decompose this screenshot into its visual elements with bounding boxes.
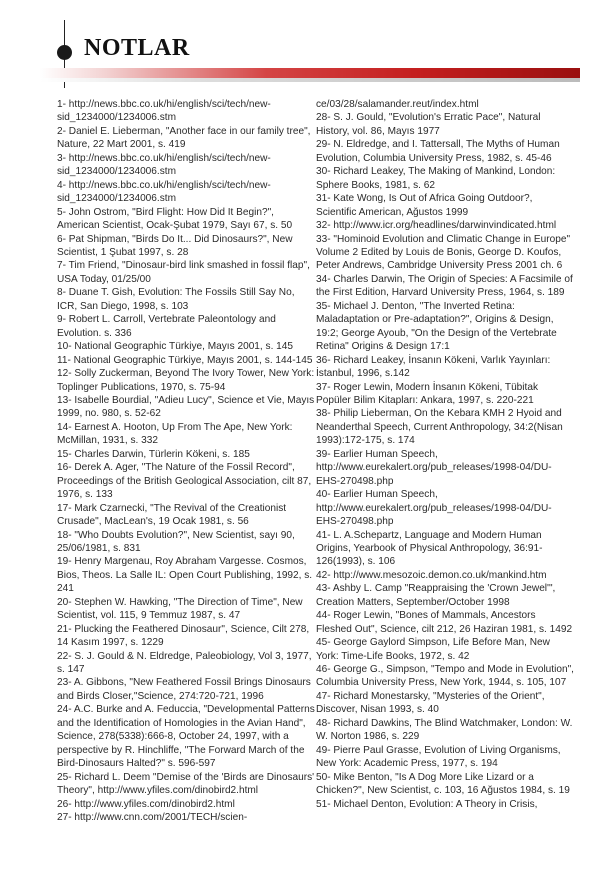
- note-item: 29- N. Eldredge, and I. Tattersall, The Myths of Human Evolution, Columbia University Press, 1982, s. 45-46: [316, 139, 560, 164]
- note-item[interactable]: 32- http://www.icr.org/headlines/darwinvindicated.html: [316, 220, 557, 232]
- note-item: 13- Isabelle Bourdial, "Adieu Lucy", Science et Vie, Mayıs 1999, no. 980, s. 52-62: [57, 394, 315, 420]
- note-item: 48- Richard Dawkins, The Blind Watchmaker, London: W. W. Norton 1986, s. 229: [316, 717, 573, 743]
- note-item: 7- Tim Friend, "Dinosaur-bird link smashed in fossil flap", USA Today, 01/25/00: [57, 260, 310, 285]
- note-item: 44- Roger Lewin, "Bones of Mammals, Ancestors Fleshed Out", Science, cilt 212, 26 Haziran 1981, s. 1492: [316, 610, 573, 635]
- notes-right-column: [316, 98, 574, 811]
- note-item[interactable]: 26- http://www.yfiles.com/dinobird2.html: [57, 798, 235, 810]
- note-item: 51- Michael Denton, Evolution: A Theory in Crisis,: [316, 798, 538, 810]
- note-item: 6- Pat Shipman, "Birds Do It... Did Dinosaurs?", New Scientist, 1 Şubat 1997, s. 28: [57, 233, 293, 258]
- note-item: 47- Richard Monestarsky, "Mysteries of the Orient", Discover, Nisan 1993, s. 40: [316, 690, 545, 716]
- note-item[interactable]: 4- http://news.bbc.co.uk/hi/english/sci/tech/new-sid_1234000/1234006.stm: [57, 179, 271, 205]
- note-item[interactable]: 27- http://www.cnn.com/2001/TECH/scien-: [57, 812, 248, 824]
- note-item[interactable]: 42- http://www.mesozoic.demon.co.uk/mankind.htm: [316, 569, 547, 581]
- note-item: 35- Michael J. Denton, "The Inverted Retina: Maladaptation or Pre-adaptation?", Origins & Design, 19:2; George Ayoub, "On the Design of the Vertebrate Retina" Origins & Design 17:1: [316, 300, 557, 353]
- note-item[interactable]: 39- Earlier Human Speech, http://www.eurekalert.org/pub_releases/1998-04/DU-EHS-270498.php: [316, 448, 552, 487]
- note-item: 5- John Ostrom, "Bird Flight: How Did It Begin?", American Scientist, Ocak-Şubat 1979, Sayı 67, s. 50: [57, 206, 293, 232]
- note-item: 50- Mike Benton, "Is A Dog More Like Lizard or a Chicken?", New Scientist, c. 103, 16 Ağustos 1984, s. 19: [316, 771, 570, 797]
- note-item: 18- "Who Doubts Evolution?", New Scientist, sayı 90, 25/06/1981, s. 831: [57, 529, 295, 554]
- header-accent-bar: [40, 68, 580, 78]
- note-item: 41- L. A.Schepartz, Language and Modern Human Origins, Yearbook of Physical Anthropology, 36:91-126(1993), s. 106: [316, 529, 543, 568]
- note-item: 8- Duane T. Gish, Evolution: The Fossils Still Say No, ICR, San Diego, 1998, s. 103: [57, 287, 295, 312]
- note-item: 15- Charles Darwin, Türlerin Kökeni, s. 185: [57, 448, 250, 460]
- page-title: NOTLAR: [84, 35, 190, 61]
- notes-left-column: [57, 98, 315, 824]
- note-item: 31- Kate Wong, Is Out of Africa Going Outdoor?, Scientific American, Ağustos 1999: [316, 193, 533, 218]
- note-item: 30- Richard Leakey, The Making of Mankind, London: Sphere Books, 1981, s. 62: [316, 166, 556, 191]
- note-item[interactable]: 3- http://news.bbc.co.uk/hi/english/sci/tech/new-sid_1234000/1234006.stm: [57, 152, 271, 178]
- note-item: 24- A.C. Burke and A. Feduccia, "Developmental Patterns and the Identification of Homologies in the Avian Hand", Science, 278(5338):666-8, October 24, 1997, with a perspective by R. Hinchliffe, "The Forward March of the Bird-Dinosaurs Halted?" s. 596-597: [57, 704, 315, 770]
- note-item[interactable]: ce/03/28/salamander.reut/index.html: [316, 99, 479, 110]
- note-item: 46- George G., Simpson, "Tempo and Mode in Evolution", Columbia University Press, New York, 1944, s. 105, 107: [316, 664, 574, 689]
- note-item: 38- Philip Lieberman, On the Kebara KMH 2 Hyoid and Neanderthal Speech, Current Anthropology, 34:2(Nisan 1993):172-175, s. 174: [316, 408, 563, 447]
- note-item: 33- "Hominoid Evolution and Climatic Change in Europe" Volume 2 Edited by Louis de Bonis, George D. Koufos, Peter Andrews, Cambridge University Press 2001 ch. 6: [316, 233, 571, 272]
- note-item: 36- Richard Leakey, İnsanın Kökeni, Varlık Yayınları: İstanbul, 1996, s.142: [316, 354, 551, 380]
- note-item: 14- Earnest A. Hooton, Up From The Ape, New York: McMillan, 1931, s. 332: [57, 421, 293, 447]
- note-item: 43- Ashby L. Camp "Reappraising the 'Crown Jewel'", Creation Matters, September/October 1998: [316, 583, 556, 608]
- note-item: 9- Robert L. Carroll, Vertebrate Paleontology and Evolution. s. 336: [57, 314, 276, 339]
- note-item: 20- Stephen W. Hawking, "The Direction of Time", New Scientist, vol. 115, 9 Temmuz 1987, s. 47: [57, 596, 303, 622]
- note-item: 34- Charles Darwin, The Origin of Species: A Facsimile of the First Edition, Harvard University Press, 1964, s. 189: [316, 273, 573, 299]
- note-item: 12- Solly Zuckerman, Beyond The Ivory Tower, New York: Toplinger Publications, 1970, s. 75-94: [57, 368, 315, 393]
- note-item: 23- A. Gibbons, "New Feathered Fossil Brings Dinosaurs and Birds Closer,"Science, 274:720-721, 1996: [57, 677, 311, 702]
- note-item[interactable]: 25- Richard L. Deem "Demise of the 'Birds are Dinosaurs' Theory", http://www.yfiles.com/dinobird2.html: [57, 771, 315, 797]
- header-accent-bar-shadow: [40, 78, 580, 82]
- note-item: 16- Derek A. Ager, "The Nature of the Fossil Record", Proceedings of the British Geological Association, cilt 87, 1976, s. 133: [57, 462, 312, 501]
- note-item: 22- S. J. Gould & N. Eldredge, Paleobiology, Vol 3, 1977, s. 147: [57, 650, 312, 676]
- note-item: 45- George Gaylord Simpson, Life Before Man, New York: Time-Life Books, 1972, s. 42: [316, 637, 550, 662]
- note-item[interactable]: 40- Earlier Human Speech, http://www.eurekalert.org/pub_releases/1998-04/DU-EHS-270498.php: [316, 489, 552, 528]
- note-item: 28- S. J. Gould, "Evolution's Erratic Pace", Natural History, vol. 86, Mayıs 1977: [316, 112, 541, 137]
- note-item: 19- Henry Margenau, Roy Abraham Vargesse. Cosmos, Bios, Theos. La Salle IL: Open Court Publishing, 1992, s. 241: [57, 556, 313, 595]
- bullet-dot-icon: [57, 45, 72, 60]
- note-item: 21- Plucking the Feathered Dinosaur", Science, Cilt 278, 14 Kasım 1997, s. 1229: [57, 623, 310, 649]
- note-item: 10- National Geographic Türkiye, Mayıs 2001, s. 145: [57, 341, 294, 353]
- note-item: 2- Daniel E. Lieberman, "Another face in our family tree", Nature, 22 Mart 2001, s. 419: [57, 125, 311, 151]
- note-item: 17- Mark Czarnecki, "The Revival of the Creationist Crusade", MacLean's, 19 Ocak 1981, s. 56: [57, 502, 287, 528]
- note-item: 11- National Geographic Türkiye, Mayıs 2001, s. 144-145: [57, 354, 313, 366]
- note-item: 49- Pierre Paul Grasse, Evolution of Living Organisms, New York: Academic Press, 1977, s. 194: [316, 744, 561, 770]
- note-item: 37- Roger Lewin, Modern İnsanın Kökeni, Tübitak Popüler Bilim Kitapları: Ankara, 1997, s. 220-221: [316, 381, 539, 406]
- note-item[interactable]: 1- http://news.bbc.co.uk/hi/english/sci/tech/new-sid_1234000/1234006.stm: [57, 99, 271, 124]
